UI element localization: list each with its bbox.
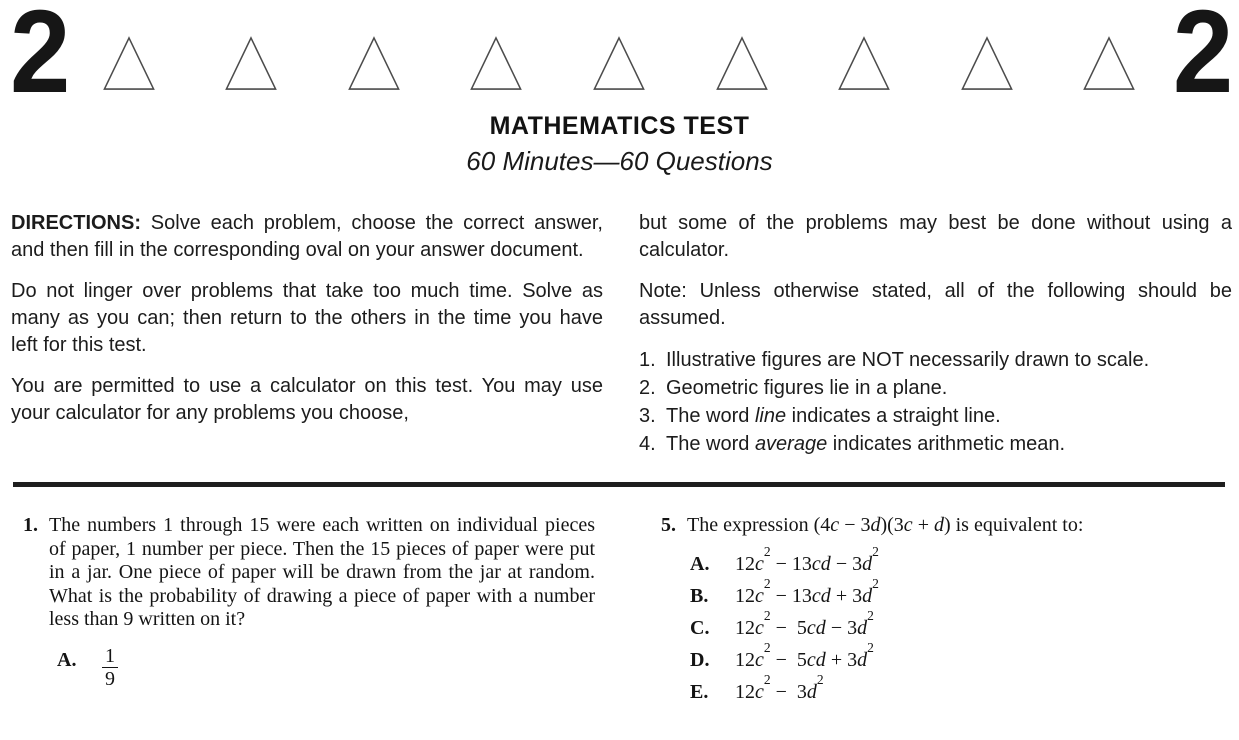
assumption-text: indicates arithmetic mean. [827, 433, 1066, 455]
choice-row [690, 575, 1230, 609]
fraction [102, 646, 118, 690]
assumption-number: 2. [639, 377, 656, 399]
page-number-right: 2 [1173, 0, 1230, 118]
choice-expression: $12c^2 - 5cd - 3d^2$ [735, 607, 874, 639]
page-header [10, 0, 1230, 118]
choice-row [690, 543, 1230, 577]
test-duration: 60 Minutes—60 Questions [466, 146, 773, 176]
page-number-left: 2 [10, 0, 67, 118]
choice-label: C. [690, 616, 710, 639]
test-title: MATHEMATICS TEST [489, 112, 750, 140]
choice-label: E. [690, 680, 709, 703]
assumption-number: 4. [639, 433, 656, 455]
questions-section [10, 514, 1230, 713]
assumption-item [639, 346, 1232, 374]
triangle-icon [102, 35, 156, 92]
choice-row [690, 639, 1230, 673]
choice-expression: $12c^2 - 5cd + 3d^2$ [735, 639, 874, 671]
choice-row [690, 607, 1230, 641]
triangle-icon [347, 35, 401, 92]
assumption-text: The word [666, 433, 755, 455]
directions-paragraph [11, 373, 603, 427]
assumption-text: Illustrative figures are NOT necessarily drawn to scale. [666, 349, 1150, 371]
fraction-denominator: 9 [105, 667, 115, 690]
directions-text: You are permitted to use a calculator on this test. You may use your calculator for any problems you choose, [11, 375, 603, 424]
assumption-italic-word: average [754, 433, 828, 455]
fraction-numerator: 1 [102, 646, 118, 669]
triangle-icon [224, 35, 278, 92]
choice-label: A. [690, 552, 710, 575]
assumption-number: 1. [639, 349, 656, 371]
directions-text: Do not linger over problems that take too much time. Solve as many as you can; then return to the others in the time you have left for this test. [11, 280, 603, 356]
assumption-text: The word [666, 405, 755, 427]
choice-expression: $12c^2 - 3d^2$ [735, 671, 824, 703]
section-divider [13, 482, 1225, 487]
directions-text: but some of the problems may best be done without using a calculator. [639, 212, 1232, 261]
choices-list [49, 644, 595, 690]
assumption-item [639, 374, 1232, 402]
triangle-row [72, 34, 1169, 92]
question-1 [10, 514, 595, 713]
question-text: The expression (4c − 3d)(3c + d) is equivalent to: [687, 514, 1084, 536]
assumption-item [639, 430, 1232, 458]
directions-text: Note: Unless otherwise stated, all of the following should be assumed. [639, 280, 1232, 329]
triangle-icon [592, 35, 646, 92]
question-text: The numbers 1 through 15 were each written on individual pieces of paper, 1 number per piece. Then the 15 pieces of paper were put in a jar. One piece of paper will be drawn from the jar at random. What is the probability of drawing a piece of paper with a number less than 9 written on it? [49, 514, 595, 630]
directions-right-column [639, 210, 1232, 458]
assumption-number: 3. [639, 405, 656, 427]
question-number: 5. [661, 514, 676, 536]
triangle-icon [960, 35, 1014, 92]
choice-expression: $12c^2 - 13cd - 3d^2$ [735, 543, 879, 575]
directions-left-column [11, 210, 603, 458]
question-number: 1. [23, 514, 38, 536]
assumptions-list [639, 346, 1232, 458]
triangle-icon [469, 35, 523, 92]
directions-note [639, 278, 1232, 332]
directions-lead: DIRECTIONS: [11, 212, 141, 234]
choice-row [690, 671, 1230, 705]
directions-paragraph [11, 210, 603, 264]
directions-paragraph [639, 210, 1232, 264]
assumption-text: Geometric figures lie in a plane. [666, 377, 948, 399]
assumption-item [639, 402, 1232, 430]
directions-paragraph [11, 278, 603, 359]
choice-label: B. [690, 584, 709, 607]
choice-label: D. [690, 648, 710, 671]
choice-expression: $12c^2 - 13cd + 3d^2$ [735, 575, 879, 607]
triangle-icon [837, 35, 891, 92]
choice-row [57, 644, 595, 690]
triangle-icon [715, 35, 769, 92]
question-5 [646, 514, 1230, 713]
assumption-text: indicates a straight line. [786, 405, 1001, 427]
triangle-icon [1082, 35, 1136, 92]
assumption-italic-word: line [754, 405, 787, 427]
directions-section [11, 210, 1232, 458]
directions-text: Solve each problem, choose the correct answer, and then fill in the corresponding oval on your answer document. [11, 212, 603, 261]
choice-label: A. [57, 648, 77, 671]
choices-list [687, 543, 1230, 705]
